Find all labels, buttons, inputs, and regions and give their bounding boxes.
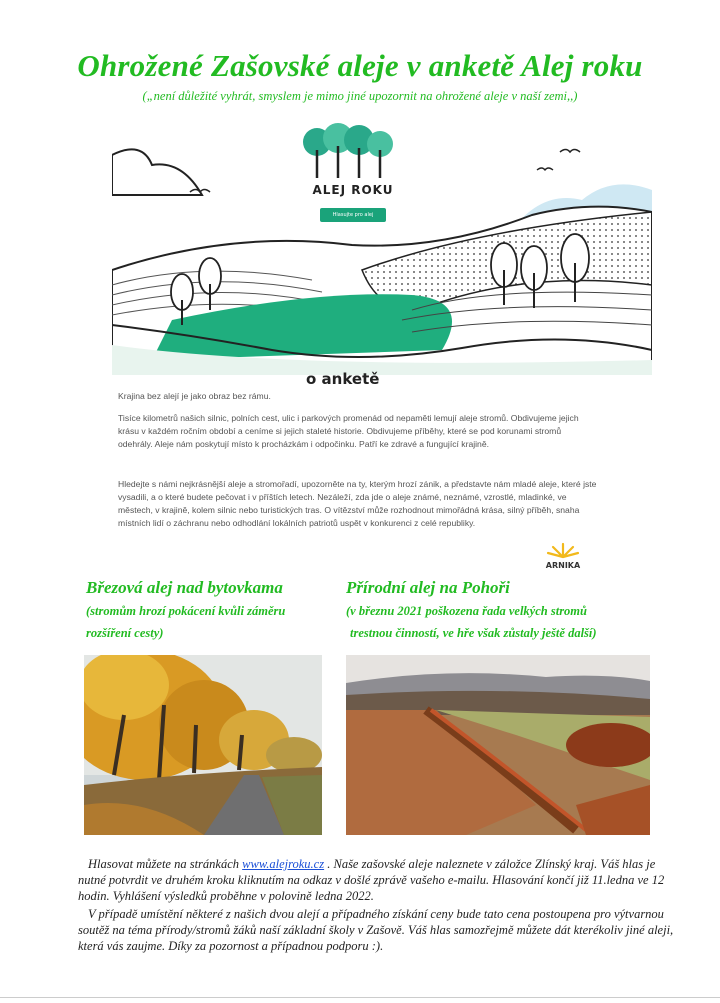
- arnika-logo-text: ARNIKA: [545, 561, 581, 570]
- voting-info-text-2: . Naše zašovské aleje naleznete v záložce Zlínský kraj. Váš hlas je nutné potvrdit ve druhém kroku kliknutím na odkaz v došlé zprávě vašeho e-mailu. Hlasování končí již 11.ledna ve 12 hodin. Vyhlášení výsledků proběhne v polovině ledna 2022.: [78, 857, 665, 903]
- about-paragraph-1: Krajina bez alejí je jako obraz bez rámu.: [118, 391, 271, 401]
- voting-info: [78, 856, 678, 904]
- alejroku-link[interactable]: www.alejroku.cz: [242, 857, 325, 871]
- right-note-line1: (v březnu 2021 poškozena řada velkých stromů: [346, 604, 587, 618]
- alej-roku-illustration: [112, 120, 652, 375]
- left-note-line1: (stromům hrozí pokácení kvůli záměru: [86, 604, 286, 618]
- page-title: Ohrožené Zašovské aleje v anketě Alej roku: [77, 48, 643, 83]
- about-paragraph-2: Tisíce kilometrů našich silnic, polních cest, ulic i parkových promenád od nepaměti lemují aleje stromů. Obdivujeme jejich krásu v každém ročním období a ceníme si jejich staleté historie. Obdivujeme příběhy, které se pod korunami stromů odehrály. Aleje nám poskytují místo k procházkám i odpočinku. Patří ke zdravé a fungující krajině.: [118, 413, 579, 449]
- voting-info-text: Hlasovat můžete na stránkách: [88, 857, 243, 871]
- about-paragraph-3: Hledejte s námi nejkrásnější aleje a stromořadí, upozorněte na ty, kterým hrozí zánik, a představte nám mladé aleje, které jste vysadili, a o které budete pečovat i v příštích letech. Nezáleží, zda jde o aleje známé, neznámé, vzrostlé, mladinké, ve městech, v krajině, kolem silnic nebo turistických tras. O vítězství může rozhodnout mimořádná krása, silný příběh, snaha místních lidí o záchranu nebo odhodlání lokálních patriotů uspět v konkurenci z celé republiky.: [118, 479, 597, 528]
- left-note-line2: rozšíření cesty): [86, 626, 164, 640]
- about-heading: o anketě: [306, 370, 380, 388]
- logo-trees-icon: [300, 123, 398, 178]
- left-heading: Březová alej nad bytovkama: [86, 578, 283, 597]
- birch-alley-photo: [84, 655, 322, 835]
- page-bottom-divider: [0, 997, 720, 998]
- page-subtitle: („není důležité vyhrát, smyslem je mimo jiné upozornit na ohrožené aleje v naší zemi,,): [142, 89, 578, 103]
- alej-roku-logo-text: ALEJ ROKU: [312, 183, 394, 197]
- pohori-alley-photo: [346, 655, 650, 835]
- right-heading: Přírodní alej na Pohoři: [346, 578, 510, 597]
- right-note-line2: trestnou činností, ve hře však zůstaly ještě další): [350, 626, 597, 640]
- prize-info: V případě umístění některé z našich dvou alejí a případného získání ceny bude tato cena postoupena pro výtvarnou soutěž na téma přírody/stromů žáků naší základní školy v Zašově. Váš hlas samozřejmě můžete dát kterékoliv jiné aleji, která vás zaujme. Díky za pozornost a případnou podporu :).: [78, 907, 674, 953]
- vote-button[interactable]: Hlasujte pro alej: [320, 208, 386, 222]
